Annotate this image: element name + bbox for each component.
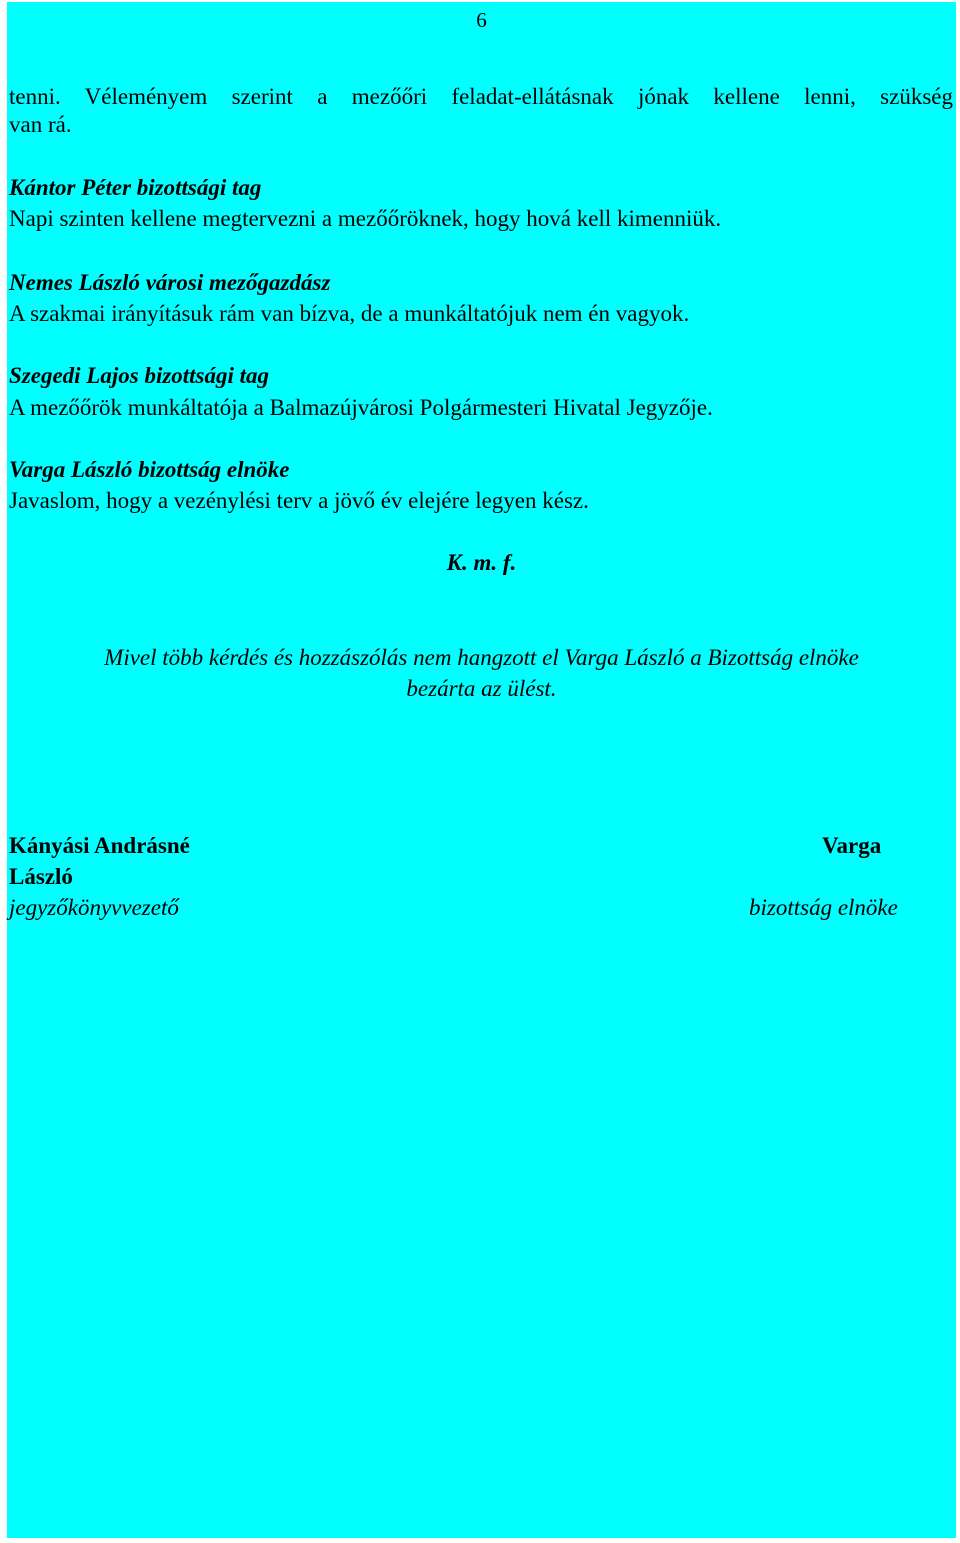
closing-statement-line: Mivel több kérdés és hozzászólás nem hangzott el Varga László a Bizottság elnöke xyxy=(104,645,859,670)
signature-left-name: Kányási Andrásné xyxy=(9,833,190,858)
signature-left-role: jegyzőkönyvvezető xyxy=(9,895,179,920)
speaker-name: Szegedi Lajos bizottsági tag xyxy=(9,363,270,388)
speaker-name: Kántor Péter bizottsági tag xyxy=(9,175,262,200)
page-number: 6 xyxy=(476,8,487,32)
signature-right-role: bizottság elnöke xyxy=(749,895,898,920)
speaker-name: Nemes László városi mezőgazdász xyxy=(9,270,331,295)
speaker-statement: Javaslom, hogy a vezénylési terv a jövő év elejére legyen kész. xyxy=(9,488,589,513)
closing-statement-line: bezárta az ülést. xyxy=(406,676,557,701)
speaker-statement: A mezőőrök munkáltatója a Balmazújvárosi Polgármesteri Hivatal Jegyzője. xyxy=(9,395,713,420)
signature-left-name-cont: László xyxy=(9,864,73,889)
paragraph-line: van rá. xyxy=(9,112,72,137)
speaker-statement: A szakmai irányításuk rám van bízva, de a munkáltatójuk nem én vagyok. xyxy=(9,301,690,326)
kmf-label: K. m. f. xyxy=(446,550,517,575)
speaker-statement: Napi szinten kellene megtervezni a mezőőröknek, hogy hová kell kimenniük. xyxy=(9,206,722,231)
speaker-name: Varga László bizottság elnöke xyxy=(9,457,290,482)
document-page xyxy=(7,2,956,1538)
paragraph-line: tenni. Véleményem szerint a mezőőri feladat-ellátásnak jónak kellene lenni, szükség xyxy=(9,84,953,109)
signature-right-name: Varga xyxy=(822,833,882,858)
